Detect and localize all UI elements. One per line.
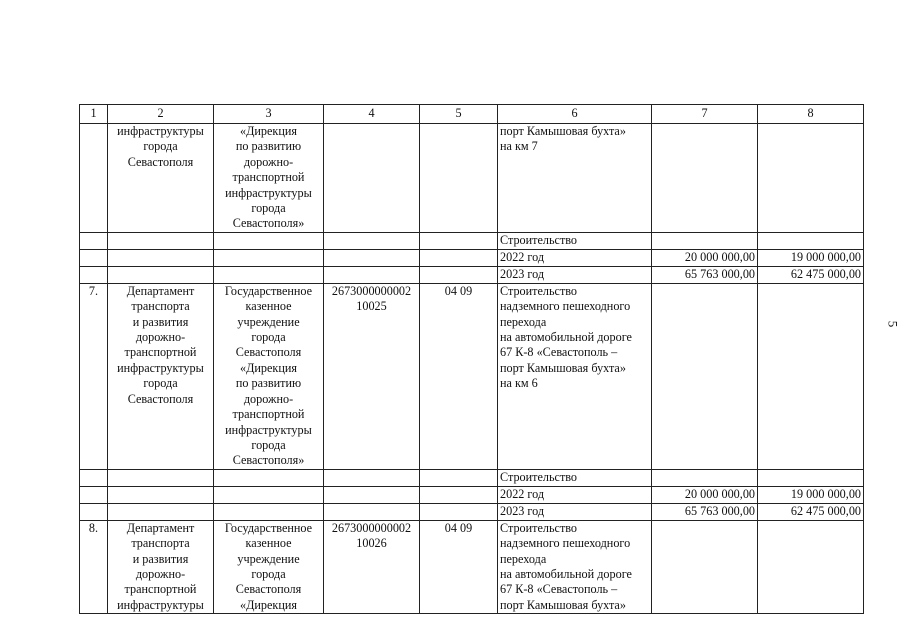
amount-cell: 62 475 000,00 xyxy=(758,266,864,283)
amount-cell: 19 000 000,00 xyxy=(758,486,864,503)
year-cell: 2022 год xyxy=(498,249,652,266)
table-row xyxy=(80,503,864,520)
budget-table xyxy=(79,104,864,614)
code-cell: 2673000000002 10025 xyxy=(324,283,420,469)
amount-cell xyxy=(758,520,864,613)
amount-cell: 20 000 000,00 xyxy=(652,249,758,266)
amount-cell: 20 000 000,00 xyxy=(652,486,758,503)
table-row xyxy=(80,283,864,469)
section-cell: 04 09 xyxy=(420,520,498,613)
header-cell: 6 xyxy=(498,105,652,124)
table-header-row xyxy=(80,105,864,124)
description-cell: Строительство надземного пешеходного перехода на автомобильной дороге 67 К-8 «Севастополь – порт Камышовая бухта» на км 6 xyxy=(498,283,652,469)
table-row xyxy=(80,520,864,613)
stage-cell: Строительство xyxy=(498,232,652,249)
table-row xyxy=(80,266,864,283)
institution-cell: Государственное казенное учреждение города Севастополя «Дирекция по развитию дорожно- транспортной инфраструктуры города Севастополя» xyxy=(214,283,324,469)
header-cell: 7 xyxy=(652,105,758,124)
description-cell: Строительство надземного пешеходного перехода на автомобильной дороге 67 К-8 «Севастополь – порт Камышовая бухта» xyxy=(498,520,652,613)
amount-cell xyxy=(758,124,864,233)
row-number-cell: 8. xyxy=(80,520,108,613)
row-number-cell xyxy=(80,124,108,233)
department-cell: Департамент транспорта и развития дорожно- транспортной инфраструктуры города Севастополя xyxy=(108,283,214,469)
code-cell: 2673000000002 10026 xyxy=(324,520,420,613)
header-cell: 5 xyxy=(420,105,498,124)
table-row xyxy=(80,486,864,503)
amount-cell: 19 000 000,00 xyxy=(758,249,864,266)
section-cell: 04 09 xyxy=(420,283,498,469)
institution-cell: «Дирекция по развитию дорожно- транспортной инфраструктуры города Севастополя» xyxy=(214,124,324,233)
description-cell: порт Камышовая бухта» на км 7 xyxy=(498,124,652,233)
table-row xyxy=(80,469,864,486)
header-cell: 1 xyxy=(80,105,108,124)
amount-cell xyxy=(652,124,758,233)
table-row xyxy=(80,124,864,233)
year-cell: 2022 год xyxy=(498,486,652,503)
header-cell: 4 xyxy=(324,105,420,124)
amount-cell xyxy=(652,520,758,613)
amount-cell: 65 763 000,00 xyxy=(652,266,758,283)
department-cell: Департамент транспорта и развития дорожно- транспортной инфраструктуры xyxy=(108,520,214,613)
header-cell: 3 xyxy=(214,105,324,124)
amount-cell: 62 475 000,00 xyxy=(758,503,864,520)
code-cell xyxy=(324,124,420,233)
amount-cell xyxy=(758,283,864,469)
amount-cell: 65 763 000,00 xyxy=(652,503,758,520)
header-cell: 2 xyxy=(108,105,214,124)
header-cell: 8 xyxy=(758,105,864,124)
amount-cell xyxy=(652,283,758,469)
table-row xyxy=(80,232,864,249)
institution-cell: Государственное казенное учреждение города Севастополя «Дирекция xyxy=(214,520,324,613)
department-cell: инфраструктуры города Севастополя xyxy=(108,124,214,233)
year-cell: 2023 год xyxy=(498,266,652,283)
page-number: 5 xyxy=(885,320,901,328)
table-row xyxy=(80,249,864,266)
year-cell: 2023 год xyxy=(498,503,652,520)
section-cell xyxy=(420,124,498,233)
stage-cell: Строительство xyxy=(498,469,652,486)
row-number-cell: 7. xyxy=(80,283,108,469)
